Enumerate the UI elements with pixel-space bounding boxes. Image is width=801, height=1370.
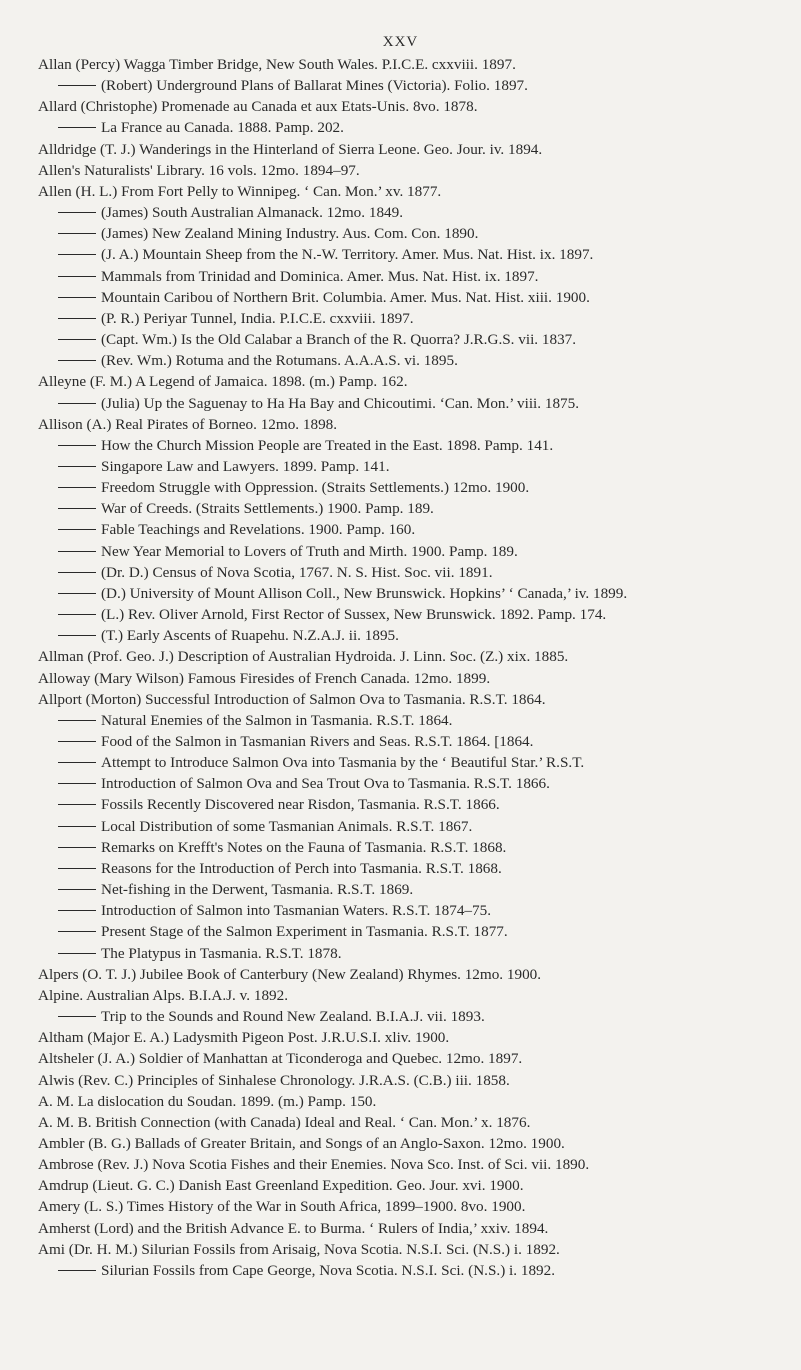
bibliography-subentry xyxy=(38,329,778,350)
entry-text: (D.) University of Mount Allison Coll., New Brunswick. Hopkins’ ‘ Canada,’ iv. 1899. xyxy=(101,584,628,602)
entry-text: Allen (H. L.) From Fort Pelly to Winnipeg. ‘ Can. Mon.’ xv. 1877. xyxy=(38,182,442,200)
ditto-dash xyxy=(58,403,96,404)
entry-text: Alpine. Australian Alps. B.I.A.J. v. 1892. xyxy=(38,986,289,1004)
ditto-dash xyxy=(58,1270,96,1271)
bibliography-entry xyxy=(38,689,778,710)
entry-text: Net-fishing in the Derwent, Tasmania. R.S.T. 1869. xyxy=(101,881,414,899)
entry-text: Ambler (B. G.) Ballads of Greater Britain, and Songs of an Anglo-Saxon. 12mo. 1900. xyxy=(38,1134,565,1152)
ditto-dash xyxy=(58,233,96,234)
entry-text: (Dr. D.) Census of Nova Scotia, 1767. N. S. Hist. Soc. vii. 1891. xyxy=(101,563,493,581)
entry-text: Amdrup (Lieut. G. C.) Danish East Greenland Expedition. Geo. Jour. xvi. 1900. xyxy=(38,1177,524,1195)
entry-text: Amery (L. S.) Times History of the War in South Africa, 1899–1900. 8vo. 1900. xyxy=(38,1198,526,1216)
entry-text: Allport (Morton) Successful Introduction of Salmon Ova to Tasmania. R.S.T. 1864. xyxy=(38,690,546,708)
entry-text: Ami (Dr. H. M.) Silurian Fossils from Arisaig, Nova Scotia. N.S.I. Sci. (N.S.) i. 1892. xyxy=(38,1240,560,1258)
ditto-dash xyxy=(58,847,96,848)
bibliography-subentry xyxy=(38,858,778,879)
ditto-dash xyxy=(58,487,96,488)
ditto-dash xyxy=(58,445,96,446)
entry-text: Singapore Law and Lawyers. 1899. Pamp. 141. xyxy=(101,457,390,475)
bibliography-entry xyxy=(38,1218,778,1239)
entry-text: Attempt to Introduce Salmon Ova into Tasmania by the ‘ Beautiful Star.’ R.S.T. xyxy=(101,754,585,772)
bibliography-subentry xyxy=(38,541,778,562)
bibliography-subentry xyxy=(38,266,778,287)
bibliography-subentry xyxy=(38,435,778,456)
entry-text: Allan (Percy) Wagga Timber Bridge, New South Wales. P.I.C.E. cxxviii. 1897. xyxy=(38,56,516,73)
ditto-dash xyxy=(58,635,96,636)
entry-text: New Year Memorial to Lovers of Truth and Mirth. 1900. Pamp. 189. xyxy=(101,542,518,560)
entry-text: (Julia) Up the Saguenay to Ha Ha Bay and Chicoutimi. ‘Can. Mon.’ viii. 1875. xyxy=(101,394,580,412)
bibliography-entry xyxy=(38,54,778,75)
ditto-dash xyxy=(58,85,96,86)
bibliography-subentry xyxy=(38,117,778,138)
entry-text: La France au Canada. 1888. Pamp. 202. xyxy=(101,119,344,137)
entry-text: Altsheler (J. A.) Soldier of Manhattan at Ticonderoga and Quebec. 12mo. 1897. xyxy=(38,1050,523,1068)
bibliography-entry xyxy=(38,646,778,667)
entry-text: Alwis (Rev. C.) Principles of Sinhalese Chronology. J.R.A.S. (C.B.) iii. 1858. xyxy=(38,1071,510,1089)
bibliography-subentry xyxy=(38,202,778,223)
entry-text: Food of the Salmon in Tasmanian Rivers and Seas. R.S.T. 1864. [1864. xyxy=(101,733,534,750)
entry-text: (Robert) Underground Plans of Ballarat Mines (Victoria). Folio. 1897. xyxy=(101,77,528,95)
bibliography-entry xyxy=(38,1091,778,1112)
bibliography-subentry xyxy=(38,498,778,519)
ditto-dash xyxy=(58,762,96,763)
bibliography-subentry xyxy=(38,75,778,96)
bibliography-subentry xyxy=(38,773,778,794)
ditto-dash xyxy=(58,466,96,467)
entry-text: Fossils Recently Discovered near Risdon, Tasmania. R.S.T. 1866. xyxy=(101,796,500,814)
bibliography-subentry xyxy=(38,350,778,371)
ditto-dash xyxy=(58,720,96,721)
entry-text: (James) South Australian Almanack. 12mo. 1849. xyxy=(101,204,404,222)
entry-text: Mountain Caribou of Northern Brit. Columbia. Amer. Mus. Nat. Hist. xiii. 1900. xyxy=(101,288,590,306)
bibliography-entry xyxy=(38,1027,778,1048)
bibliography-entry xyxy=(38,1154,778,1175)
bibliography-entry xyxy=(38,1133,778,1154)
ditto-dash xyxy=(58,1016,96,1017)
bibliography-entry xyxy=(38,1196,778,1217)
bibliography-subentry xyxy=(38,477,778,498)
entry-text: Local Distribution of some Tasmanian Animals. R.S.T. 1867. xyxy=(101,817,473,835)
ditto-dash xyxy=(58,318,96,319)
entry-text: (Rev. Wm.) Rotuma and the Rotumans. A.A.A.S. vi. 1895. xyxy=(101,352,458,370)
bibliography-subentry xyxy=(38,816,778,837)
entry-text: Allard (Christophe) Promenade au Canada et aux Etats-Unis. 8vo. 1878. xyxy=(38,98,478,116)
bibliography-subentry xyxy=(38,583,778,604)
ditto-dash xyxy=(58,212,96,213)
entry-text: Remarks on Krefft's Notes on the Fauna of Tasmania. R.S.T. 1868. xyxy=(101,838,507,856)
ditto-dash xyxy=(58,910,96,911)
ditto-dash xyxy=(58,508,96,509)
bibliography-entry xyxy=(38,1048,778,1069)
bibliography-entry xyxy=(38,1175,778,1196)
bibliography-subentry xyxy=(38,710,778,731)
page-number: XXV xyxy=(382,34,419,50)
entry-text: The Platypus in Tasmania. R.S.T. 1878. xyxy=(101,944,342,962)
entry-text: Freedom Struggle with Oppression. (Straits Settlements.) 12mo. 1900. xyxy=(101,479,530,497)
entry-text: Ambrose (Rev. J.) Nova Scotia Fishes and their Enemies. Nova Sco. Inst. of Sci. vii. 1890. xyxy=(38,1156,590,1174)
bibliography-subentry xyxy=(38,837,778,858)
bibliography-subentry xyxy=(38,731,778,752)
ditto-dash xyxy=(58,931,96,932)
bibliography-entry xyxy=(38,371,778,392)
ditto-dash xyxy=(58,254,96,255)
ditto-dash xyxy=(58,529,96,530)
ditto-dash xyxy=(58,953,96,954)
bibliography-subentry xyxy=(38,223,778,244)
entry-text: A. M. B. British Connection (with Canada) Ideal and Real. ‘ Can. Mon.’ x. 1876. xyxy=(38,1113,531,1131)
bibliography-entry xyxy=(38,964,778,985)
bibliography-entry xyxy=(38,181,778,202)
entry-text: Introduction of Salmon Ova and Sea Trout Ova to Tasmania. R.S.T. 1866. xyxy=(101,775,550,793)
bibliography-subentry xyxy=(38,625,778,646)
ditto-dash xyxy=(58,741,96,742)
ditto-dash xyxy=(58,127,96,128)
bibliography-entry xyxy=(38,1112,778,1133)
bibliography-subentry xyxy=(38,308,778,329)
bibliography-subentry xyxy=(38,794,778,815)
bibliography-entry xyxy=(38,1239,778,1260)
bibliography-subentry xyxy=(38,900,778,921)
entry-text: (Capt. Wm.) Is the Old Calabar a Branch of the R. Quorra? J.R.G.S. vii. 1837. xyxy=(101,331,577,349)
ditto-dash xyxy=(58,804,96,805)
bibliography-subentry xyxy=(38,1006,778,1027)
entry-text: Amherst (Lord) and the British Advance E. to Burma. ‘ Rulers of India,’ xxiv. 1894. xyxy=(38,1219,549,1237)
ditto-dash xyxy=(58,551,96,552)
entry-text: (L.) Rev. Oliver Arnold, First Rector of Sussex, New Brunswick. 1892. Pamp. 174. xyxy=(101,606,607,624)
bibliography-subentry xyxy=(38,244,778,265)
entry-text: Allen's Naturalists' Library. 16 vols. 12mo. 1894–97. xyxy=(38,161,360,179)
entry-text: Trip to the Sounds and Round New Zealand. B.I.A.J. vii. 1893. xyxy=(101,1008,485,1026)
bibliography-entry xyxy=(38,139,778,160)
ditto-dash xyxy=(58,826,96,827)
ditto-dash xyxy=(58,572,96,573)
entry-text: Fable Teachings and Revelations. 1900. Pamp. 160. xyxy=(101,521,416,539)
entry-text: (T.) Early Ascents of Ruapehu. N.Z.A.J. ii. 1895. xyxy=(101,627,399,645)
bibliography-subentry xyxy=(38,1260,778,1281)
ditto-dash xyxy=(58,868,96,869)
entry-text: Alldridge (T. J.) Wanderings in the Hinterland of Sierra Leone. Geo. Jour. iv. 1894. xyxy=(38,140,543,158)
ditto-dash xyxy=(58,889,96,890)
entry-text: How the Church Mission People are Treated in the East. 1898. Pamp. 141. xyxy=(101,436,554,454)
bibliography-subentry xyxy=(38,752,778,773)
bibliography-subentry xyxy=(38,456,778,477)
bibliography-subentry xyxy=(38,943,778,964)
entry-text: Silurian Fossils from Cape George, Nova Scotia. N.S.I. Sci. (N.S.) i. 1892. xyxy=(101,1261,556,1279)
entry-text: War of Creeds. (Straits Settlements.) 1900. Pamp. 189. xyxy=(101,500,434,518)
bibliography-subentry xyxy=(38,287,778,308)
entry-text: Introduction of Salmon into Tasmanian Waters. R.S.T. 1874–75. xyxy=(101,902,492,920)
bibliography-subentry xyxy=(38,562,778,583)
entry-text: (James) New Zealand Mining Industry. Aus. Com. Con. 1890. xyxy=(101,225,479,243)
ditto-dash xyxy=(58,297,96,298)
entry-text: (J. A.) Mountain Sheep from the N.-W. Territory. Amer. Mus. Nat. Hist. ix. 1897. xyxy=(101,246,594,264)
ditto-dash xyxy=(58,593,96,594)
entry-text: (P. R.) Periyar Tunnel, India. P.I.C.E. cxxviii. 1897. xyxy=(101,309,414,327)
bibliography-entry xyxy=(38,160,778,181)
ditto-dash xyxy=(58,783,96,784)
entry-text: Natural Enemies of the Salmon in Tasmania. R.S.T. 1864. xyxy=(101,711,453,729)
bibliography-subentry xyxy=(38,519,778,540)
bibliography-entry xyxy=(38,1070,778,1091)
ditto-dash xyxy=(58,276,96,277)
entry-text: Alleyne (F. M.) A Legend of Jamaica. 1898. (m.) Pamp. 162. xyxy=(38,373,408,391)
entry-text: Present Stage of the Salmon Experiment in Tasmania. R.S.T. 1877. xyxy=(101,923,508,941)
bibliography-subentry xyxy=(38,879,778,900)
bibliography-entry xyxy=(38,96,778,117)
bibliography-entry xyxy=(38,985,778,1006)
entry-text: Alpers (O. T. J.) Jubilee Book of Canterbury (New Zealand) Rhymes. 12mo. 1900. xyxy=(38,965,542,983)
entry-text: Reasons for the Introduction of Perch into Tasmania. R.S.T. 1868. xyxy=(101,859,502,877)
bibliography-entry xyxy=(38,414,778,435)
bibliography-entry xyxy=(38,668,778,689)
entry-text: Mammals from Trinidad and Dominica. Amer. Mus. Nat. Hist. ix. 1897. xyxy=(101,267,539,285)
entry-text: A. M. La dislocation du Soudan. 1899. (m.) Pamp. 150. xyxy=(38,1092,377,1110)
bibliography-subentry xyxy=(38,604,778,625)
bibliography-list xyxy=(38,54,778,1281)
entry-text: Altham (Major E. A.) Ladysmith Pigeon Post. J.R.U.S.I. xliv. 1900. xyxy=(38,1029,450,1047)
entry-text: Allman (Prof. Geo. J.) Description of Australian Hydroida. J. Linn. Soc. (Z.) xix. 1885. xyxy=(38,648,569,666)
ditto-dash xyxy=(58,614,96,615)
bibliography-subentry xyxy=(38,393,778,414)
bibliography-subentry xyxy=(38,921,778,942)
ditto-dash xyxy=(58,339,96,340)
ditto-dash xyxy=(58,360,96,361)
entry-text: Alloway (Mary Wilson) Famous Firesides of French Canada. 12mo. 1899. xyxy=(38,669,491,687)
entry-text: Allison (A.) Real Pirates of Borneo. 12mo. 1898. xyxy=(38,415,338,433)
